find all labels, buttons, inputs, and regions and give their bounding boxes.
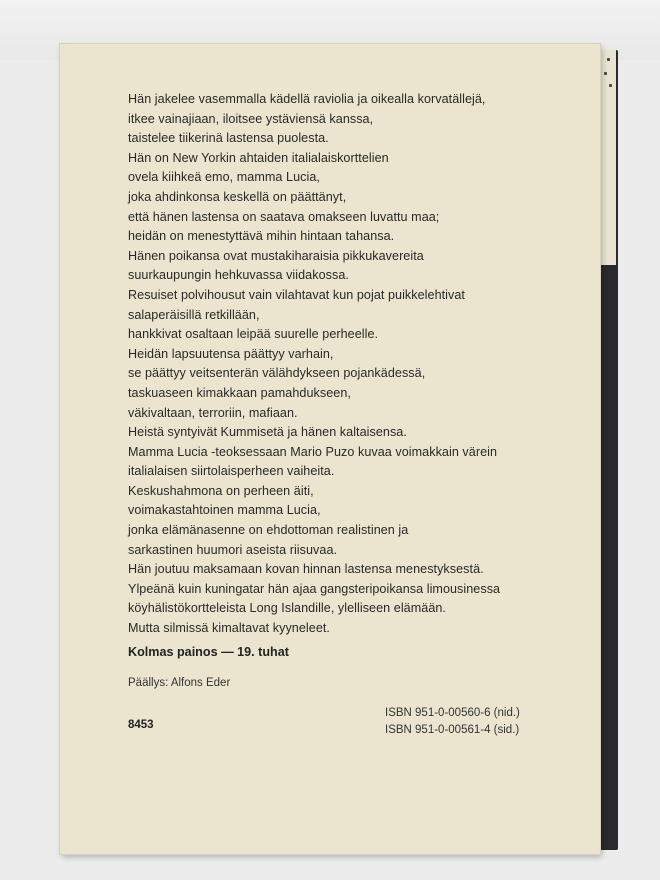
cover-designer-credit: Päällys: Alfons Eder xyxy=(128,677,231,689)
blurb-line: köyhälistökortteleista Long Islandille, ylelliseen elämään. xyxy=(128,601,446,616)
blurb-line: se päättyy veitsenterän välähdykseen pojankädessä, xyxy=(128,366,426,381)
catalog-code: 8453 xyxy=(128,719,154,731)
blurb-line: jonka elämänasenne on ehdottoman realistinen ja xyxy=(128,523,409,538)
isbn-block xyxy=(385,705,520,739)
blurb-line: heidän on menestyttävä mihin hintaan tahansa. xyxy=(128,229,395,244)
blurb-line: Hän on New Yorkin ahtaiden italialaiskorttelien xyxy=(128,150,389,165)
isbn-hardcover: ISBN 951-0-00561-4 (sid.) xyxy=(385,724,520,736)
cover-speck xyxy=(609,84,612,87)
blurb-line: itkee vainajiaan, iloitsee ystäviensä kanssa, xyxy=(128,111,374,126)
blurb-text xyxy=(128,90,598,639)
edition-note: Kolmas painos — 19. tuhat xyxy=(128,645,289,659)
blurb-line: Hän joutuu maksamaan kovan hinnan lastensa menestyksestä. xyxy=(128,562,484,577)
isbn-paperback: ISBN 951-0-00560-6 (nid.) xyxy=(385,707,520,719)
blurb-line: sarkastinen huumori aseista riisuvaa. xyxy=(128,542,338,557)
blurb-line: Mamma Lucia -teoksessaan Mario Puzo kuvaa voimakkain värein xyxy=(128,444,498,459)
blurb-line: suurkaupungin hehkuvassa viidakossa. xyxy=(128,268,349,283)
blurb-line: väkivaltaan, terroriin, mafiaan. xyxy=(128,405,298,420)
blurb-line: salaperäisillä retkillään, xyxy=(128,307,260,322)
blurb-line: italialaisen siirtolaisperheen vaiheita. xyxy=(128,464,335,479)
blurb-line: taskuaseen kimakkaan pamahdukseen, xyxy=(128,385,351,400)
cover-speck xyxy=(604,72,607,75)
blurb-line: Hänen poikansa ovat mustakiharaisia pikkukavereita xyxy=(128,248,424,263)
blurb-line: Keskushahmona on perheen äiti, xyxy=(128,483,314,498)
blurb-line: joka ahdinkonsa keskellä on päättänyt, xyxy=(128,189,347,204)
blurb-line: Heidän lapsuutensa päättyy varhain, xyxy=(128,346,334,361)
blurb-line: Ylpeänä kuin kuningatar hän ajaa gangsteripoikansa limousinessa xyxy=(128,581,501,596)
blurb-line: että hänen lastensa on saatava omakseen luvattu maa; xyxy=(128,209,440,224)
blurb-line: hankkivat osaltaan leipää suurelle perheelle. xyxy=(128,327,379,342)
blurb-line: Hän jakelee vasemmalla kädellä raviolia ja oikealla korvatällejä, xyxy=(128,92,486,106)
blurb-line: Resuiset polvihousut vain vilahtavat kun pojat puikkelehtivat xyxy=(128,287,465,302)
cover-speck xyxy=(607,58,610,61)
blurb-line: ovela kiihkeä emo, mamma Lucia, xyxy=(128,170,320,185)
blurb-line: taistelee tiikerinä lastensa puolesta. xyxy=(128,131,329,146)
blurb-line: Heistä syntyivät Kummisetä ja hänen kaltaisensa. xyxy=(128,425,407,440)
blurb-line: Mutta silmissä kimaltavat kyyneleet. xyxy=(128,621,330,636)
blurb-line: voimakastahtoinen mamma Lucia, xyxy=(128,503,321,518)
